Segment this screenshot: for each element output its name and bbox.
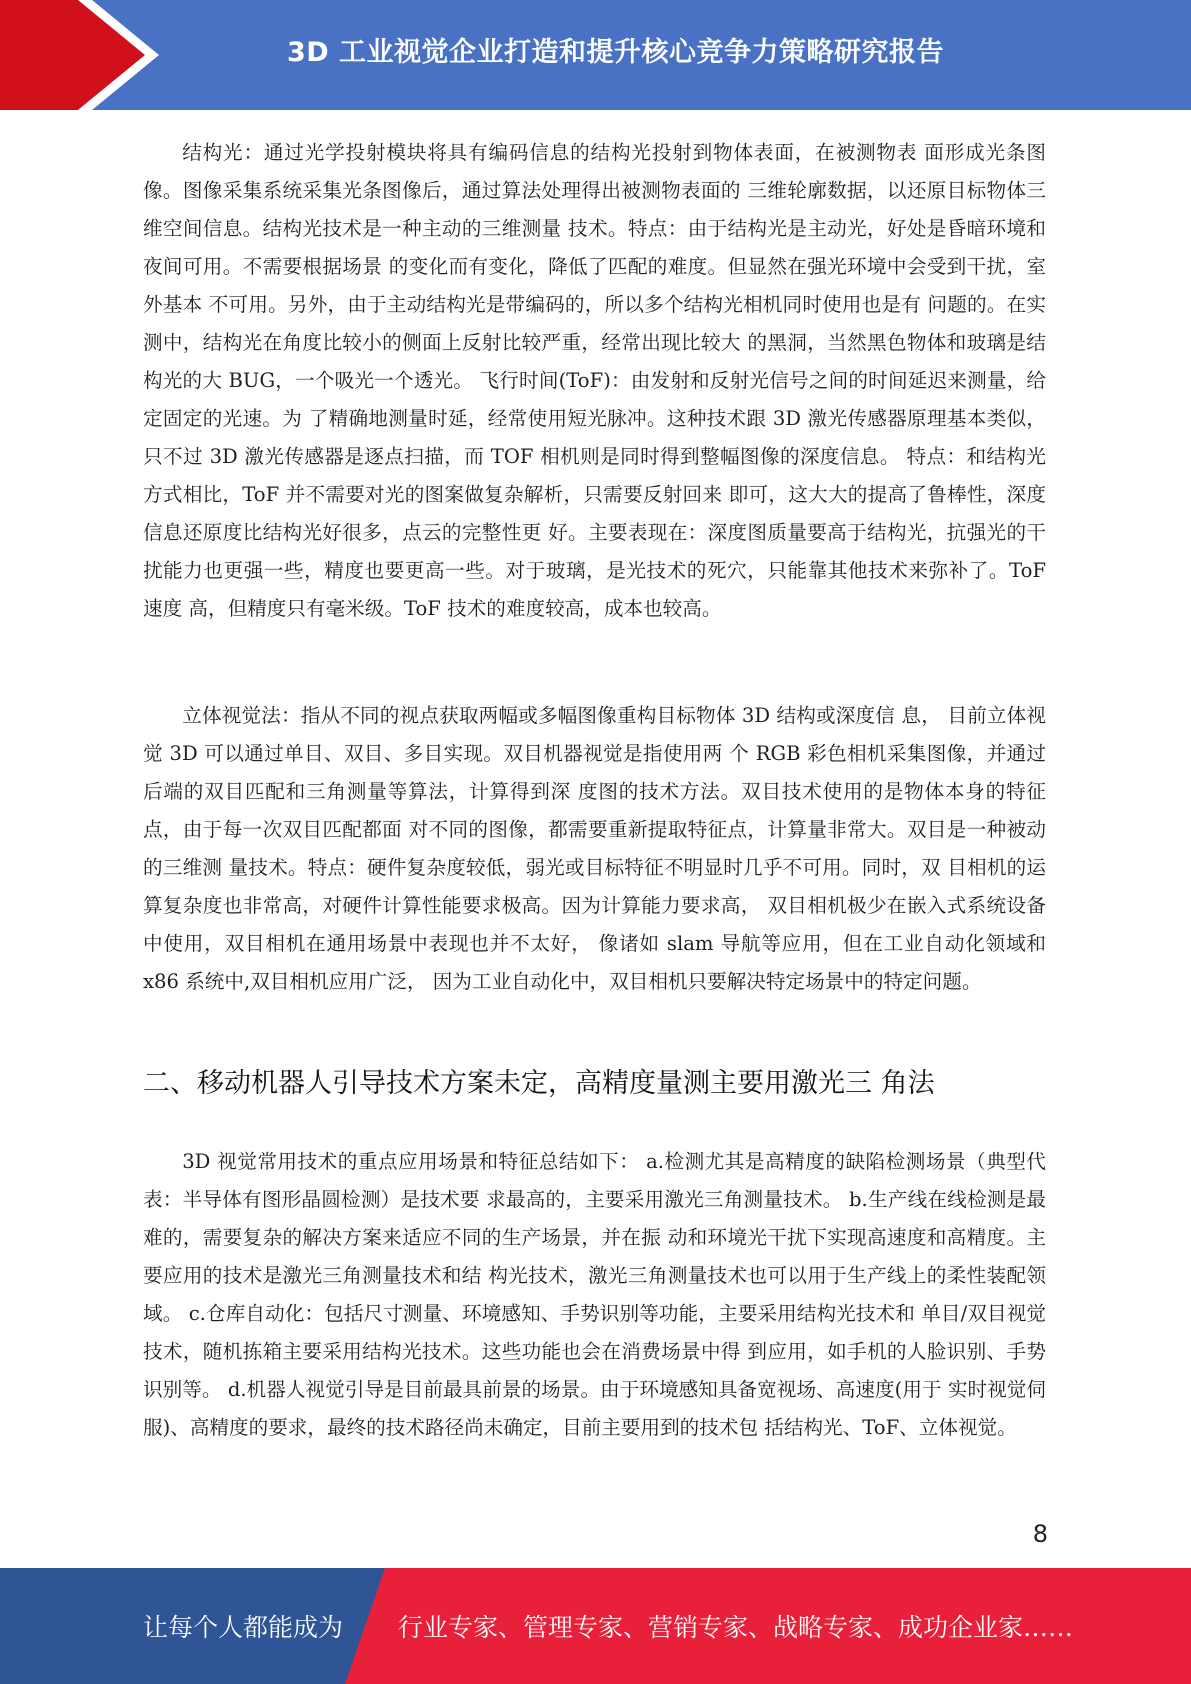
page-number: 8 bbox=[1032, 1520, 1048, 1548]
paragraph-stereo-vision: 立体视觉法：指从不同的视点获取两幅或多幅图像重构目标物体 3D 结构或深度信 息， 目前立体视觉 3D 可以通过单目、双目、多目实现。双目机器视觉是指使用两 个 RGB 彩色相机采集图像，并通过后端的双目匹配和三角测量等算法，计算得到深 度图的技术方法。双目技术使用的是物体本身的特征点，由于每一次双目匹配都面 对不同的图像，都需要重新提取特征点，计算量非常大。双目是一种被动的三维测 量技术。特点：硬件复杂度较低，弱光或目标特征不明显时几乎不可用。同时，双 目相机的运算复杂度也非常高，对硬件计算性能要求极高。因为计算能力要求高， 双目相机极少在嵌入式系统设备中使用，双目相机在通用场景中表现也并不太好， 像诸如 slam 导航等应用，但在工业自动化领域和 x86 系统中,双目相机应用广泛， 因为工业自动化中，双目相机只要解决特定场景中的特定问题。 bbox=[143, 704, 1046, 993]
page-footer bbox=[0, 1568, 1191, 1684]
paragraph-application-scenarios: 3D 视觉常用技术的重点应用场景和特征总结如下： a.检测尤其是高精度的缺陷检测场景（典型代表：半导体有图形晶圆检测）是技术要 求最高的，主要采用激光三角测量技术。 b.生产线在线检测是最难的，需要复杂的解决方案来适应不同的生产场景，并在振 动和环境光干扰下实现高速度和高精度。主要应用的技术是激光三角测量技术和结 构光技术，激光三角测量技术也可以用于生产线上的柔性装配领域。 c.仓库自动化：包括尺寸测量、环境感知、手势识别等功能，主要采用结构光技术和 单目/双目视觉技术，随机拣箱主要采用结构光技术。这些功能也会在消费场景中得 到应用，如手机的人脸识别、手势识别等。 d.机器人视觉引导是目前最具前景的场景。由于环境感知具备宽视场、高速度(用于 实时视觉伺服)、高精度的要求，最终的技术路径尚未确定，目前主要用到的技术包 括结构光、ToF、立体视觉。 bbox=[143, 1150, 1046, 1439]
page-header bbox=[0, 0, 1191, 110]
footer-slogan-left: 让每个人都能成为 bbox=[143, 1613, 344, 1642]
footer-slogan-right: 行业专家、管理专家、营销专家、战略专家、成功企业家…… bbox=[398, 1613, 1074, 1642]
section-heading: 二、移动机器人引导技术方案未定，高精度量测主要用激光三 角法 bbox=[143, 1068, 935, 1099]
report-title: 3D 工业视觉企业打造和提升核心竞争力策略研究报告 bbox=[286, 37, 945, 68]
paragraph-structured-light-tof: 结构光：通过光学投射模块将具有编码信息的结构光投射到物体表面，在被测物表 面形成光条图像。图像采集系统采集光条图像后，通过算法处理得出被测物表面的 三维轮廓数据，以还原目标物体三维空间信息。结构光技术是一种主动的三维测量 技术。特点：由于结构光是主动光，好处是昏暗环境和夜间可用。不需要根据场景 的变化而有变化，降低了匹配的难度。但显然在强光环境中会受到干扰，室外基本 不可用。另外，由于主动结构光是带编码的，所以多个结构光相机同时使用也是有 问题的。在实测中，结构光在角度比较小的侧面上反射比较严重，经常出现比较大 的黑洞，当然黑色物体和玻璃是结构光的大 BUG，一个吸光一个透光。 飞行时间(ToF)：由发射和反射光信号之间的时间延迟来测量，给定固定的光速。为 了精确地测量时延，经常使用短光脉冲。这种技术跟 3D 激光传感器原理基本类似， 只不过 3D 激光传感器是逐点扫描，而 TOF 相机则是同时得到整幅图像的深度信息。 特点：和结构光方式相比，ToF 并不需要对光的图案做复杂解析，只需要反射回来 即可，这大大的提高了鲁棒性，深度信息还原度比结构光好很多，点云的完整性更 好。主要表现在：深度图质量要高于结构光，抗强光的干扰能力也更强一些，精度也要更高一些。对于玻璃，是光技术的死穴，只能靠其他技术来弥补了。ToF 速度 高，但精度只有毫米级。ToF 技术的难度较高，成本也较高。 bbox=[143, 141, 1046, 620]
